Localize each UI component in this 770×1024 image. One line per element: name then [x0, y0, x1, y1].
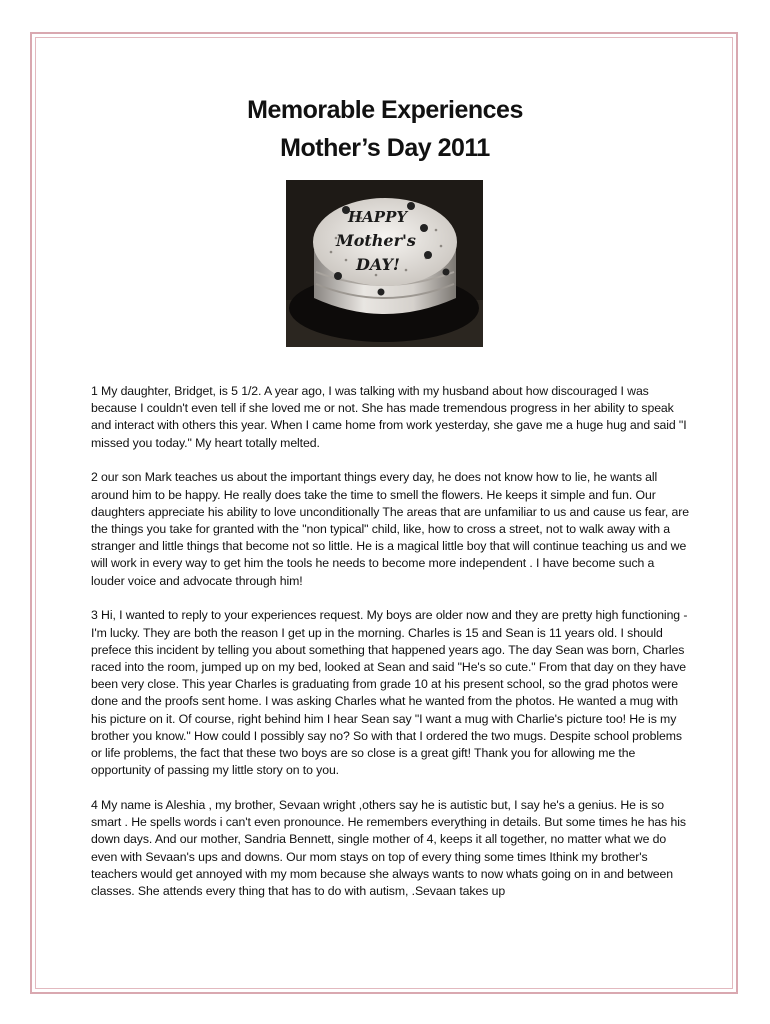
- cake-illustration: [286, 180, 483, 347]
- cake-text-2: Mother's: [336, 231, 416, 250]
- document-body: [91, 383, 691, 918]
- cake-text-1: HAPPY: [348, 208, 408, 226]
- document-subtitle: Mother’s Day 2011: [280, 134, 490, 162]
- paragraph-3: 3 Hi, I wanted to reply to your experiences request. My boys are older now and they are pretty high functioning - I'm lucky. They are both the reason I get up in the morning. Charles is 15 and Sean is 11 years old. I should prefece this incident by telling you about something that happened years ago. The day Sean was born, Charles raced into the room, jumped up on my bed, looked at Sean and said "He's so cute." From that day on they have been very close. This year Charles is graduating from grade 10 at his present school, so the grad photos were done and the proofs sent home. I was asking Charles what he wanted from the photos. He wanted a mug with his picture on it. Of course, right behind him I hear Sean say "I want a mug with Charlie's picture too! He is my brother you know." How could I possibly say no? So with that I ordered the two mugs. Despite school problems or life problems, the fact that these two boys are so close is a great gift! Thank you for allowing me the opportunity of passing my little story on to you.: [91, 608, 688, 778]
- paragraph-1: 1 My daughter, Bridget, is 5 1/2. A year ago, I was talking with my husband about how discouraged I was because I couldn't even tell if she loved me or not. She has made tremendous progress in her ability to speak and interact with others this year. When I came home from work yesterday, she gave me a huge hug and said "I missed you today." My heart totally melted.: [91, 384, 687, 450]
- document-title: Memorable Experiences: [247, 96, 523, 124]
- cake-photo: [286, 180, 483, 347]
- paragraph-4: 4 My name is Aleshia , my brother, Sevaan wright ,others say he is autistic but, I say he's a genius. He is so smart . He spells words i can't even pronounce. He remembers everything in details. But some times he has his down days. And our mother, Sandria Bennett, single mother of 4, keeps it all together, no matter what we do even with Sevaan's ups and downs. Our mom stays on top of every thing some times Ithink my brother's teachers would get annoyed with my mom because she always wants to now whats going on in and between classes. She attends every thing that has to do with autism, .Sevaan takes up: [91, 798, 686, 899]
- paragraph-2: 2 our son Mark teaches us about the important things every day, he does not know how to lie, he wants all around him to be happy. He really does take the time to smell the flowers. He keeps it simple and fun. Our daughters appreciate his ability to love unconditionally The areas that are unfamiliar to us and cause us fear, are the things you take for granted with the "non typical" child, like, how to cross a street, not to walk away with a stranger and little things that become not so little. He is a magical little boy that will continue teaching us and we will work in every way to get him the tools he needs to become more independent . I have become such a louder voice and advocate through him!: [91, 470, 690, 588]
- cake-text-3: DAY!: [356, 255, 400, 274]
